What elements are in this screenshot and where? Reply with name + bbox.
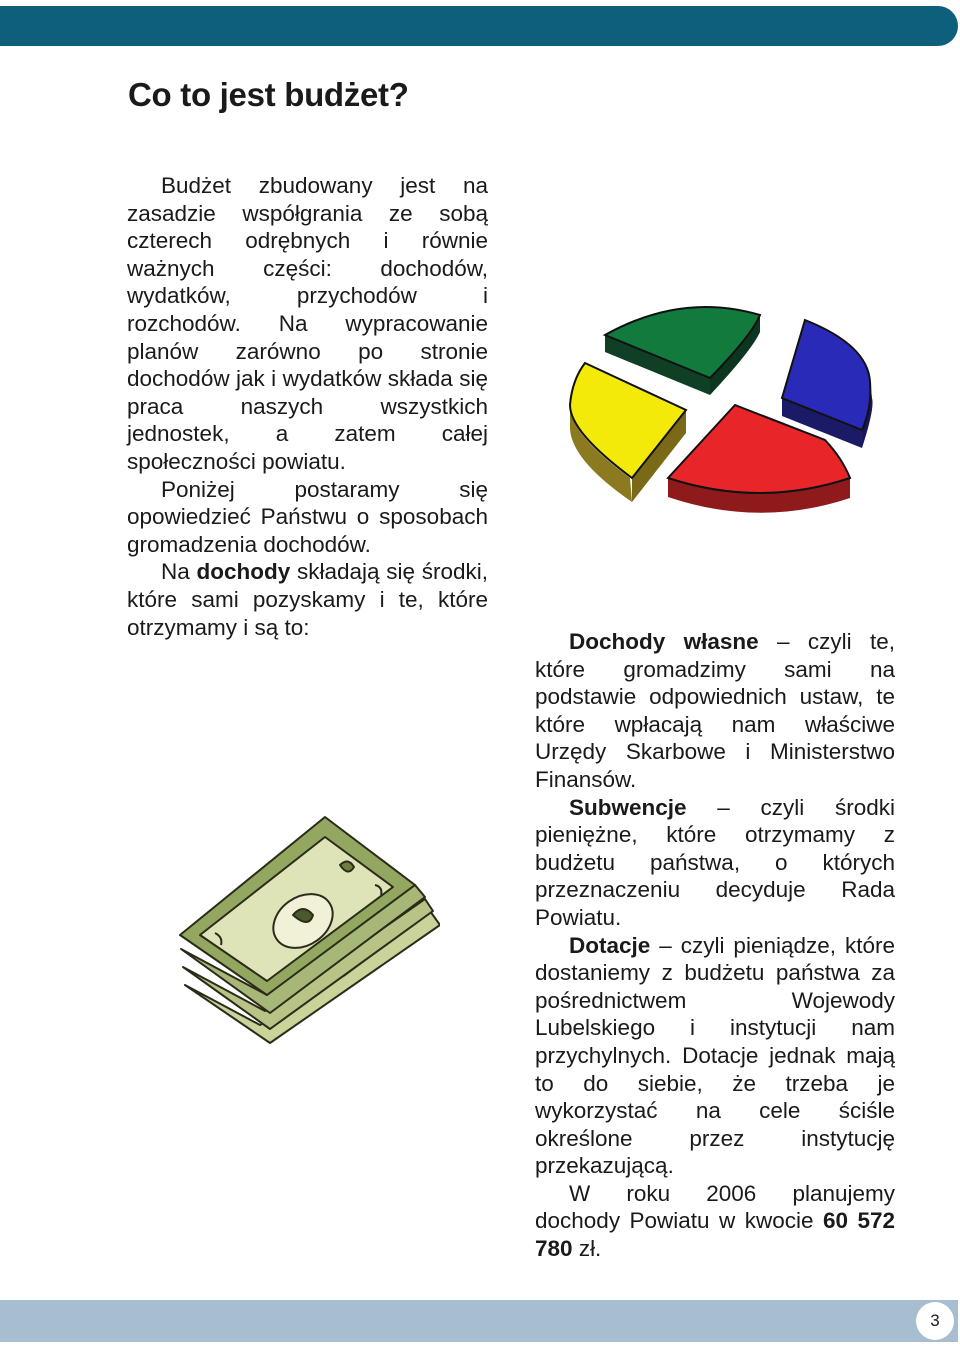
pie-slice-green <box>605 307 760 378</box>
subsidies-paragraph: Subwencje – czyli środki pieniężne, które otrzymamy z budżetu państwa, o których przeznaczeniu decyduje Rada Powiatu. <box>535 794 895 930</box>
page-title: Co to jest budżet? <box>128 76 409 113</box>
intro-paragraph: Budżet zbudowany jest na zasadzie współgrania ze sobą czterech odrębnych i równie ważnych części: dochodów, wydatków, przychodów i rozchodów. Na wypracowanie planów zarówno po stronie dochodów jak i wydatków składa się praca naszych wszystkich jednostek, a zatem całej społeczności powiatu. <box>127 173 488 474</box>
page-number: 3 <box>916 1302 954 1340</box>
income-term: dochody <box>196 559 291 585</box>
plan-paragraph: W roku 2006 planujemy dochody Powiatu w kwocie 60 572 780 zł. <box>535 1180 895 1262</box>
own-income-term: Dochody własne <box>569 629 759 654</box>
pie-chart-illustration <box>560 290 880 530</box>
own-income-paragraph: Dochody własne – czyli te, które gromadzimy sami na podstawie odpowiednich ustaw, te które wpłacają nam właściwe Urzędy Skarbowe i Ministerstwo Finansów. <box>535 629 895 792</box>
income-intro-paragraph: Poniżej postaramy się opowiedzieć Państwu o sposobach gromadzenia dochodów. <box>127 476 488 557</box>
money-stack-illustration <box>175 815 440 1045</box>
right-column <box>535 628 895 1263</box>
grants-paragraph: Dotacje – czyli pieniądze, które dostaniemy z budżetu państwa za pośrednictwem Wojewody Lubelskiego i instytucji nam przychylnych. Dotacje jednak mają to do siebie, że trzeba je wykorzystać na cele ściśle określone przez instytucję przekazującą. <box>535 932 895 1179</box>
subsidies-term: Subwencje <box>569 794 687 820</box>
plan-amount: 60 572 780 <box>535 1208 895 1262</box>
footer-band <box>0 1300 958 1342</box>
header-band <box>0 6 958 46</box>
left-column <box>127 172 488 641</box>
grants-term: Dotacje <box>569 932 651 958</box>
income-sources-paragraph: Na dochody składają się środki, które sami pozyskamy i te, które otrzymamy i są to: <box>127 559 488 640</box>
